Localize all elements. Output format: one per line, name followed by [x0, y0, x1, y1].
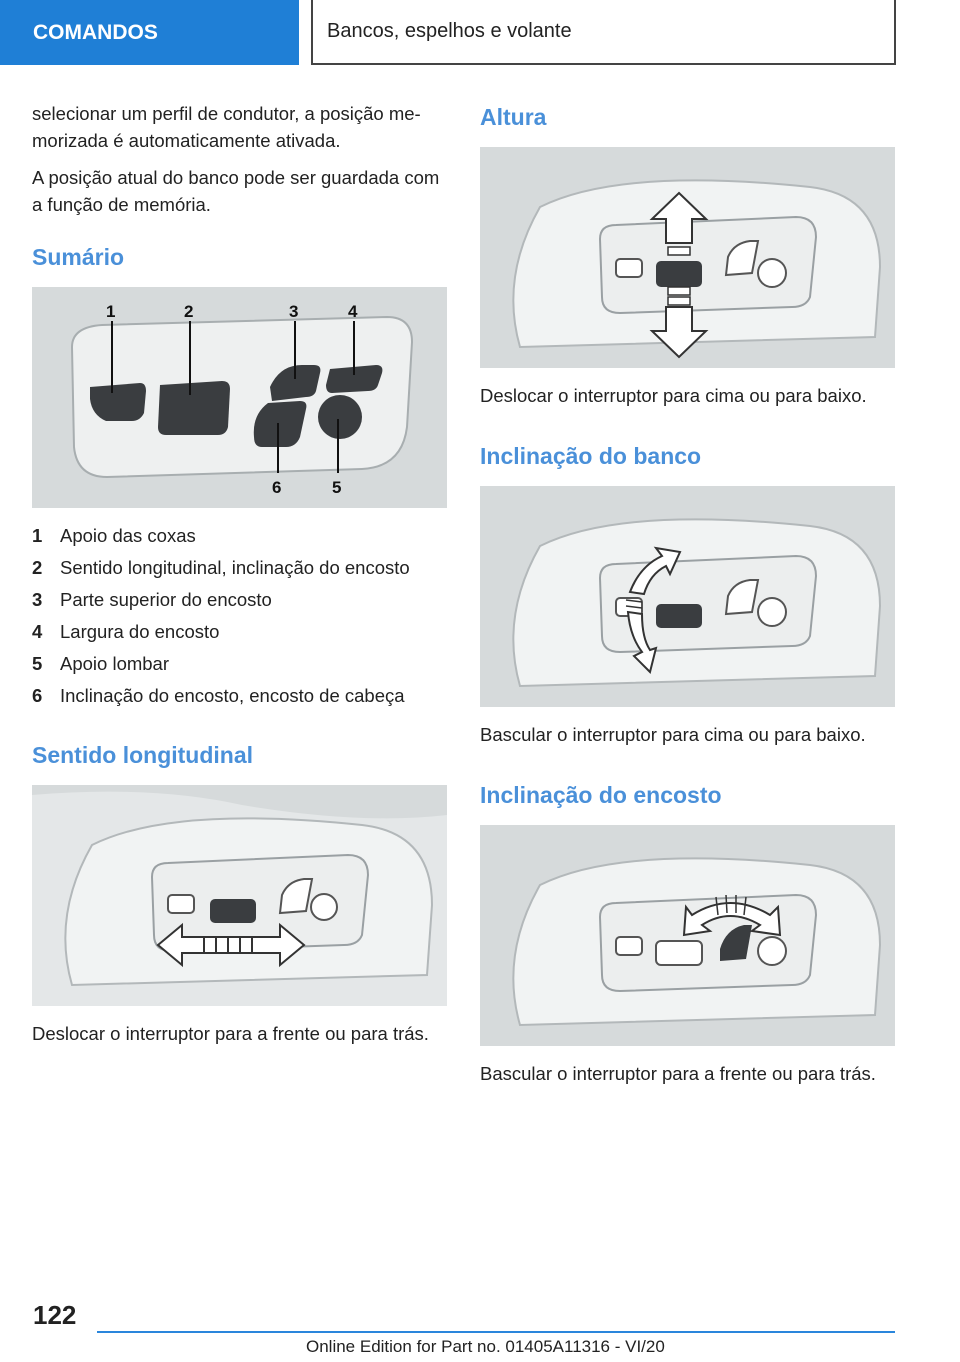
- height-heading: Altura: [480, 104, 547, 130]
- edition-footer: Online Edition for Part no. 01405A11316 - VI/20: [306, 1337, 665, 1356]
- height-adjust-image: [480, 147, 895, 368]
- seat-tilt-caption: Bascular o interruptor para cima ou para baixo.: [480, 724, 866, 745]
- backrest-heading: Inclinação do encosto: [480, 782, 722, 808]
- section-title: COMANDOS: [33, 20, 158, 44]
- height-caption: Deslocar o interruptor para cima ou para baixo.: [480, 385, 867, 406]
- right-column: [480, 100, 896, 1087]
- seat-controls-overview-image: [32, 287, 447, 508]
- page-number: 122: [33, 1300, 77, 1330]
- left-column: [32, 100, 448, 1047]
- longitudinal-caption: Deslocar o interruptor para a frente ou para trás.: [32, 1023, 429, 1044]
- backrest-tilt-image: [480, 825, 895, 1046]
- list-item: 5 Apoio lombar: [32, 653, 170, 674]
- list-item: 6 Inclinação do encosto, encosto de cabeça: [32, 685, 405, 706]
- backrest-caption: Bascular o interruptor para a frente ou para trás.: [480, 1063, 876, 1084]
- list-item: 3 Parte superior do encosto: [32, 589, 272, 610]
- component-list: [32, 520, 448, 712]
- list-item: 1 Apoio das coxas: [32, 525, 196, 546]
- chapter-header: [311, 0, 896, 65]
- callout-2: 2: [184, 302, 194, 321]
- callout-3: 3: [289, 302, 299, 321]
- callout-6: 6: [272, 478, 282, 497]
- chapter-title: Bancos, espelhos e volante: [327, 20, 572, 42]
- section-tab: [0, 0, 299, 65]
- seat-tilt-image: [480, 486, 895, 707]
- intro-paragraph-2: A posição atual do banco pode ser guardada com a função de memória.: [32, 167, 440, 215]
- longitudinal-adjust-image: [32, 785, 447, 1006]
- callout-4: 4: [348, 302, 358, 321]
- footer-divider: [97, 1331, 895, 1333]
- list-item: 2 Sentido longitudinal, inclinação do encosto: [32, 557, 410, 578]
- seat-tilt-heading: Inclinação do banco: [480, 443, 702, 469]
- intro-paragraph-1: selecionar um perfil de condutor, a posição me-morizada é automaticamente ativada.: [32, 103, 421, 151]
- summary-heading: Sumário: [32, 244, 125, 270]
- callout-5: 5: [332, 478, 342, 497]
- longitudinal-heading: Sentido longitudinal: [32, 742, 254, 768]
- list-item: 4 Largura do encosto: [32, 621, 220, 642]
- callout-1: 1: [106, 302, 116, 321]
